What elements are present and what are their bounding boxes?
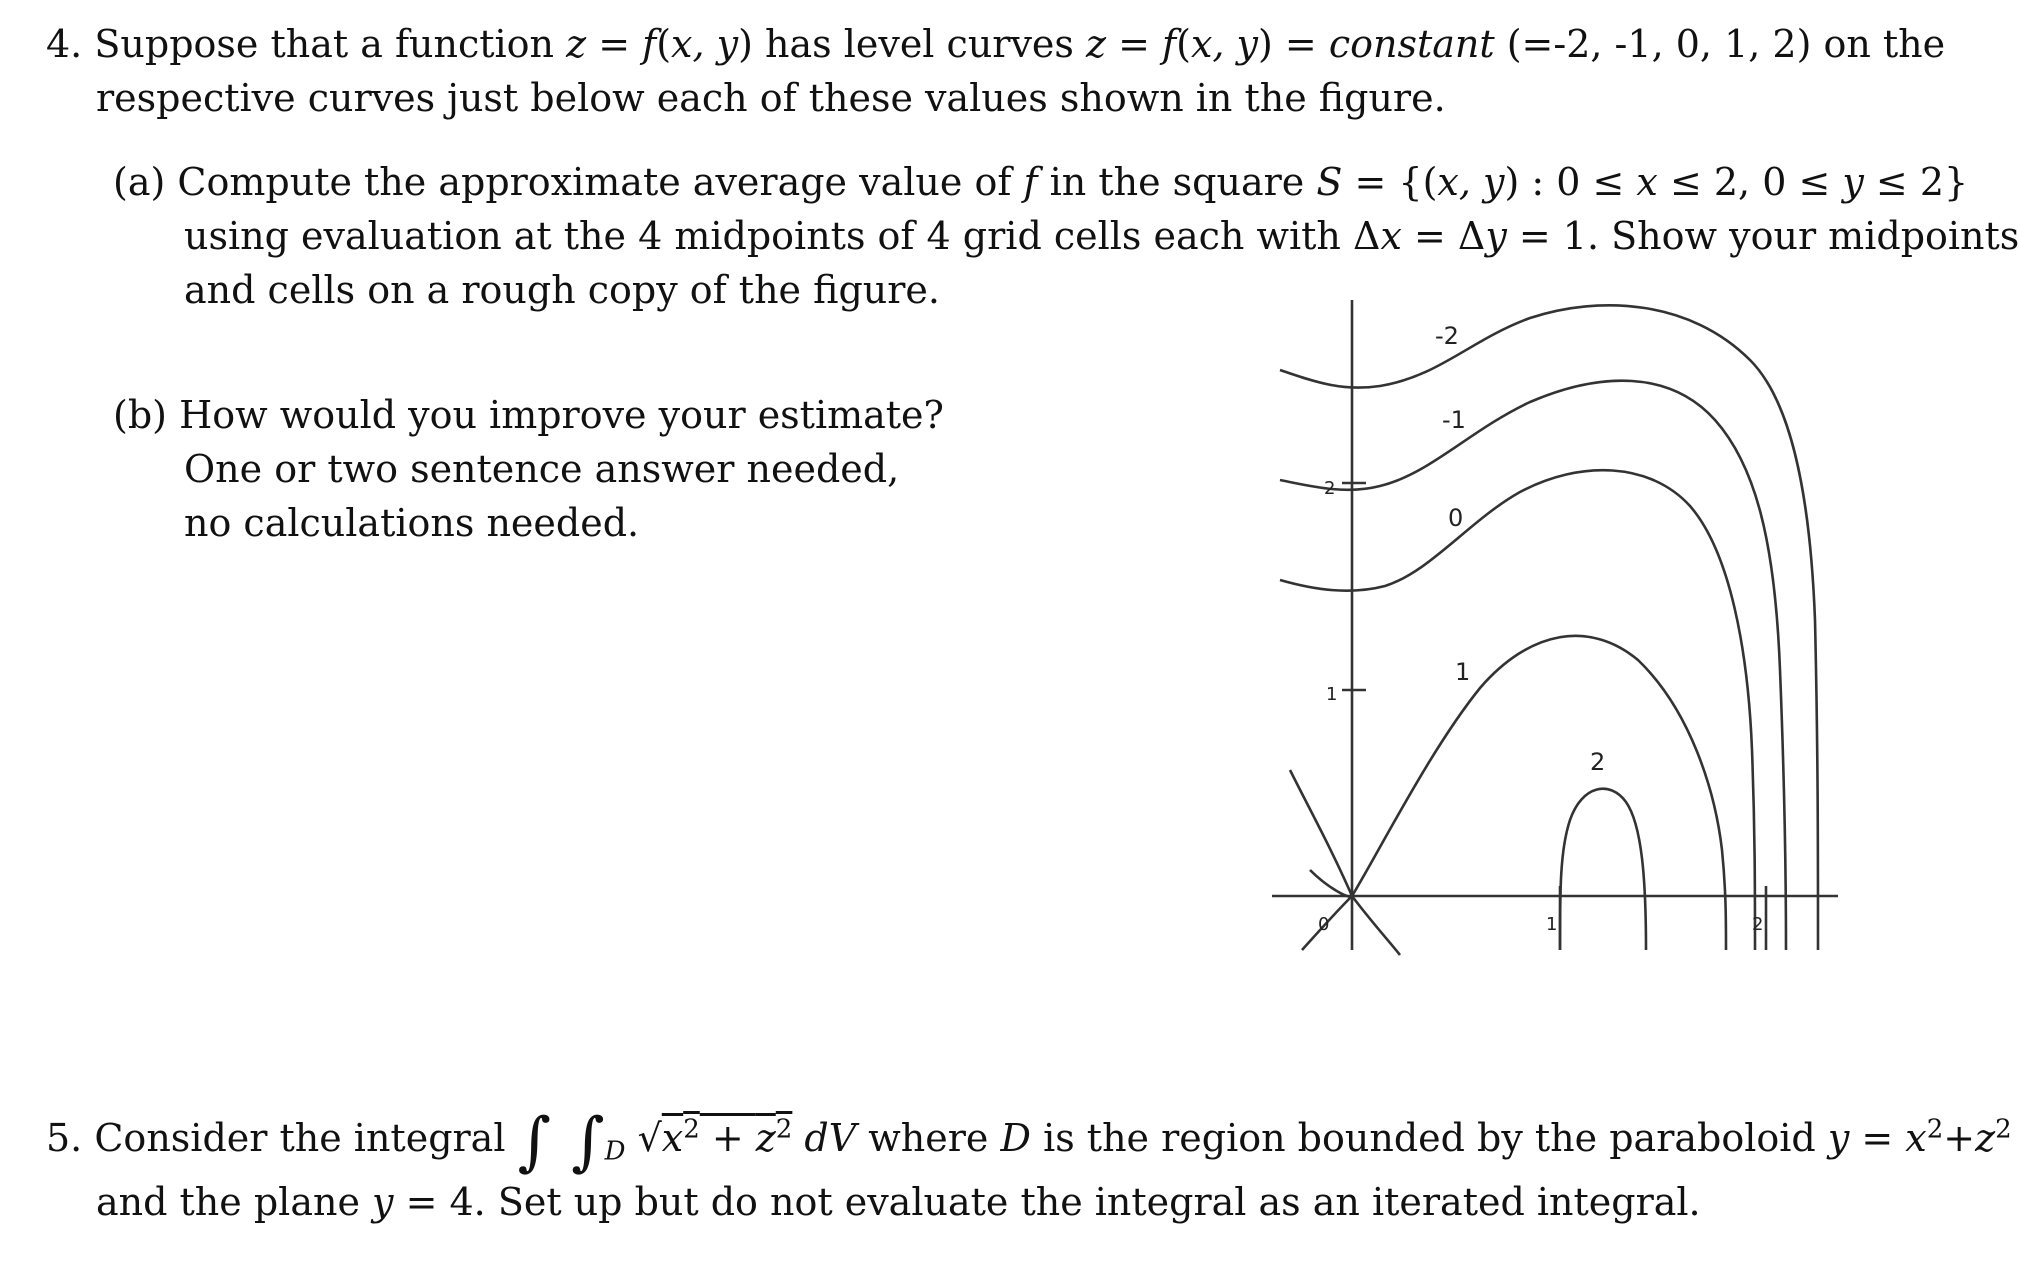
- text: =: [1849, 1116, 1906, 1160]
- text: =: [1106, 22, 1163, 66]
- text: where: [856, 1116, 1001, 1160]
- y-axis-label-1: 1: [1326, 684, 1338, 705]
- math-var: x: [1380, 214, 1402, 258]
- text: Compute the approximate average value of: [177, 160, 1024, 204]
- math-var: dV: [792, 1116, 857, 1160]
- text: =: [586, 22, 643, 66]
- math-var: S: [1316, 160, 1343, 204]
- part-b-line-3: no calculations needed.: [184, 501, 640, 545]
- problem-number: 5.: [46, 1116, 83, 1160]
- part-label: (a): [113, 160, 166, 204]
- text: ) has level curves: [738, 22, 1086, 66]
- math-var: x: [1905, 1116, 1927, 1160]
- curve-label-2: 2: [1590, 748, 1606, 776]
- double-integral-sign: ∫ ∫: [517, 1105, 605, 1179]
- text: in the square: [1037, 160, 1317, 204]
- exponent: 2: [1995, 1114, 2012, 1145]
- math-var: y: [1842, 160, 1864, 204]
- text: using evaluation at the 4 midpoints of 4 grid cells each with Δ: [184, 214, 1381, 258]
- part-a-line-2: [184, 214, 2019, 258]
- level-curve-minus-1: [1280, 381, 1786, 950]
- x-axis-label-1: 1: [1546, 914, 1558, 935]
- problem-5-line-1: [46, 1105, 2012, 1179]
- math-var: x, y: [1190, 22, 1258, 66]
- problem-5-line-2: [96, 1180, 1701, 1224]
- curve-label-0: 0: [1448, 504, 1464, 532]
- math-var: z: [566, 22, 587, 66]
- text: (: [656, 22, 672, 66]
- problem-4-line-1: [46, 22, 1945, 66]
- math-var: x: [1636, 160, 1658, 204]
- part-b-line-2: One or two sentence answer needed,: [184, 447, 900, 491]
- text: = 1. Show your midpoints: [1506, 214, 2019, 258]
- math-var: y: [1827, 1116, 1850, 1160]
- text: = Δ: [1401, 214, 1486, 258]
- curve-label-1: 1: [1455, 658, 1471, 686]
- exponent: 2: [1926, 1114, 1944, 1145]
- integral-region: D: [604, 1136, 626, 1167]
- level-curves-figure: [1270, 290, 1850, 960]
- text: +: [1943, 1116, 1976, 1160]
- text: ≤ 2}: [1863, 160, 1969, 204]
- exponent: 2: [775, 1114, 793, 1145]
- radicand: [662, 1116, 793, 1160]
- text: Consider the integral: [94, 1116, 518, 1160]
- math-var: z: [1086, 22, 1107, 66]
- problem-4-line-2: respective curves just below each of these values shown in the figure.: [96, 76, 1446, 120]
- text: = 4. Set up but do not evaluate the integral as an iterated integral.: [393, 1180, 1701, 1224]
- text: ≤ 2, 0 ≤: [1657, 160, 1843, 204]
- text: +: [699, 1116, 756, 1160]
- y-axis-label-2: 2: [1324, 478, 1336, 499]
- text: ) : 0 ≤: [1504, 160, 1637, 204]
- math-var: x: [661, 1116, 684, 1160]
- level-curve-2: [1560, 789, 1646, 950]
- text: is the region bounded by the paraboloid: [1030, 1116, 1828, 1160]
- part-a-line-3: and cells on a rough copy of the figure.: [184, 268, 940, 312]
- part-label: (b): [113, 393, 167, 437]
- math-var: y: [1485, 214, 1507, 258]
- text: (: [1176, 22, 1191, 66]
- math-var: x, y: [1437, 160, 1505, 204]
- problem-number: 4.: [46, 22, 83, 66]
- text: = {(: [1342, 160, 1438, 204]
- level-curve-1-left-branch: [1290, 770, 1400, 955]
- text: (=-2, -1, 0, 1, 2) on the: [1494, 22, 1946, 66]
- text: and the plane: [96, 1180, 373, 1224]
- math-var: D: [1000, 1116, 1031, 1160]
- math-var: y: [372, 1180, 394, 1224]
- part-b-line-1: [113, 393, 944, 437]
- exponent: 2: [683, 1114, 700, 1145]
- curve-label-minus-1: -1: [1442, 406, 1466, 434]
- x-axis-label-2: 2: [1752, 914, 1764, 935]
- level-curve-1: [1310, 636, 1726, 950]
- math-var: z: [1975, 1116, 1996, 1160]
- math-var: f: [642, 22, 657, 66]
- level-curves: [1272, 300, 1838, 955]
- sqrt-sign: √: [637, 1116, 662, 1160]
- math-var: x, y: [671, 22, 739, 66]
- text: ) =: [1258, 22, 1329, 66]
- math-var: z: [755, 1116, 776, 1160]
- math-var: f: [1023, 160, 1038, 204]
- part-a-line-1: [113, 160, 1968, 204]
- text: Suppose that a function: [94, 22, 567, 66]
- origin-label: 0: [1318, 914, 1330, 935]
- level-curve-minus-2: [1280, 305, 1818, 950]
- text: How would you improve your estimate?: [179, 393, 944, 437]
- math-var: f: [1162, 22, 1177, 66]
- curve-label-minus-2: -2: [1435, 322, 1459, 350]
- math-word: constant: [1328, 22, 1495, 66]
